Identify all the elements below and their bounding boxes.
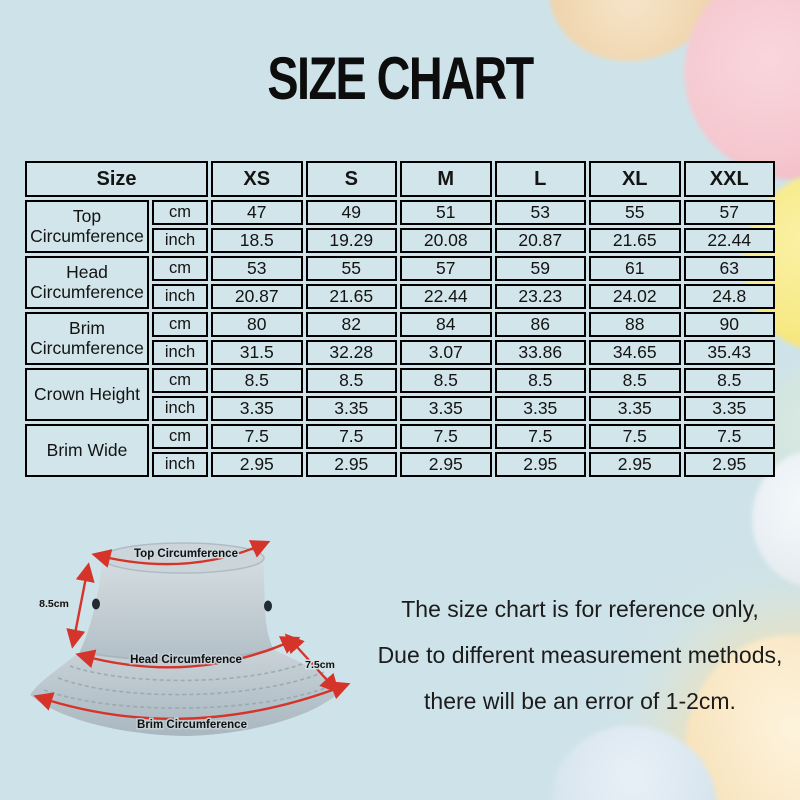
value-cell: 20.87 bbox=[495, 228, 587, 253]
unit-cell: inch bbox=[152, 228, 208, 253]
size-col-xxl: XXL bbox=[684, 161, 776, 197]
disclaimer-note bbox=[358, 586, 800, 724]
table-row bbox=[25, 200, 775, 225]
size-col-s: S bbox=[306, 161, 398, 197]
value-cell: 2.95 bbox=[589, 452, 681, 477]
table-row bbox=[25, 256, 775, 281]
value-cell: 3.35 bbox=[211, 396, 303, 421]
value-cell: 53 bbox=[211, 256, 303, 281]
value-cell: 35.43 bbox=[684, 340, 776, 365]
table-row bbox=[25, 424, 775, 449]
value-cell: 8.5 bbox=[306, 368, 398, 393]
value-cell: 34.65 bbox=[589, 340, 681, 365]
head-circumference-label: Head Circumference bbox=[130, 654, 242, 666]
value-cell: 21.65 bbox=[589, 228, 681, 253]
value-cell: 31.5 bbox=[211, 340, 303, 365]
unit-cell: cm bbox=[152, 256, 208, 281]
unit-cell: inch bbox=[152, 284, 208, 309]
table-header-row bbox=[25, 161, 775, 197]
value-cell: 8.5 bbox=[211, 368, 303, 393]
unit-cell: inch bbox=[152, 340, 208, 365]
value-cell: 3.35 bbox=[589, 396, 681, 421]
value-cell: 2.95 bbox=[684, 452, 776, 477]
unit-cell: cm bbox=[152, 200, 208, 225]
value-cell: 63 bbox=[684, 256, 776, 281]
value-cell: 7.5 bbox=[306, 424, 398, 449]
value-cell: 3.35 bbox=[400, 396, 492, 421]
value-cell: 59 bbox=[495, 256, 587, 281]
value-cell: 53 bbox=[495, 200, 587, 225]
value-cell: 2.95 bbox=[400, 452, 492, 477]
value-cell: 7.5 bbox=[400, 424, 492, 449]
row-label-top-circumference: Top Circumference bbox=[25, 200, 149, 253]
bucket-hat-illustration bbox=[10, 518, 362, 786]
value-cell: 61 bbox=[589, 256, 681, 281]
value-cell: 8.5 bbox=[495, 368, 587, 393]
unit-cell: cm bbox=[152, 424, 208, 449]
value-cell: 21.65 bbox=[306, 284, 398, 309]
value-cell: 80 bbox=[211, 312, 303, 337]
value-cell: 19.29 bbox=[306, 228, 398, 253]
value-cell: 57 bbox=[400, 256, 492, 281]
value-cell: 88 bbox=[589, 312, 681, 337]
top-circumference-label: Top Circumference bbox=[134, 548, 238, 560]
value-cell: 18.5 bbox=[211, 228, 303, 253]
disclaimer-line: there will be an error of 1-2cm. bbox=[424, 688, 736, 714]
disclaimer-line: Due to different measurement methods, bbox=[377, 642, 783, 668]
crown-height-label: 8.5cm bbox=[39, 598, 69, 610]
eyelet-right-icon bbox=[264, 601, 272, 612]
value-cell: 2.95 bbox=[495, 452, 587, 477]
value-cell: 3.35 bbox=[684, 396, 776, 421]
row-label-head-circumference: Head Circumference bbox=[25, 256, 149, 309]
value-cell: 84 bbox=[400, 312, 492, 337]
value-cell: 24.8 bbox=[684, 284, 776, 309]
value-cell: 7.5 bbox=[495, 424, 587, 449]
value-cell: 47 bbox=[211, 200, 303, 225]
size-col-xs: XS bbox=[211, 161, 303, 197]
value-cell: 22.44 bbox=[684, 228, 776, 253]
value-cell: 20.87 bbox=[211, 284, 303, 309]
unit-cell: inch bbox=[152, 452, 208, 477]
size-table bbox=[22, 158, 778, 480]
brim-circumference-label: Brim Circumference bbox=[137, 719, 247, 731]
unit-cell: inch bbox=[152, 396, 208, 421]
value-cell: 7.5 bbox=[684, 424, 776, 449]
value-cell: 8.5 bbox=[400, 368, 492, 393]
table-row bbox=[25, 312, 775, 337]
value-cell: 7.5 bbox=[589, 424, 681, 449]
value-cell: 57 bbox=[684, 200, 776, 225]
eyelet-left-icon bbox=[92, 599, 100, 610]
hat-crown bbox=[80, 560, 274, 661]
table-row bbox=[25, 368, 775, 393]
value-cell: 22.44 bbox=[400, 284, 492, 309]
value-cell: 49 bbox=[306, 200, 398, 225]
row-label-brim-circumference: Brim Circumference bbox=[25, 312, 149, 365]
value-cell: 55 bbox=[589, 200, 681, 225]
page-title: SIZE CHART bbox=[267, 45, 533, 112]
value-cell: 33.86 bbox=[495, 340, 587, 365]
brim-width-label: 7.5cm bbox=[305, 659, 335, 671]
disclaimer-line: The size chart is for reference only, bbox=[401, 596, 759, 622]
unit-cell: cm bbox=[152, 368, 208, 393]
value-cell: 23.23 bbox=[495, 284, 587, 309]
size-col-m: M bbox=[400, 161, 492, 197]
value-cell: 32.28 bbox=[306, 340, 398, 365]
value-cell: 90 bbox=[684, 312, 776, 337]
size-col-xl: XL bbox=[589, 161, 681, 197]
value-cell: 3.35 bbox=[306, 396, 398, 421]
unit-cell: cm bbox=[152, 312, 208, 337]
row-label-crown-height: Crown Height bbox=[25, 368, 149, 421]
bucket-hat-diagram bbox=[10, 518, 362, 791]
value-cell: 7.5 bbox=[211, 424, 303, 449]
value-cell: 51 bbox=[400, 200, 492, 225]
value-cell: 24.02 bbox=[589, 284, 681, 309]
size-header-cell: Size bbox=[25, 161, 208, 197]
value-cell: 8.5 bbox=[684, 368, 776, 393]
size-col-l: L bbox=[495, 161, 587, 197]
crown-height-arrow bbox=[73, 567, 88, 644]
value-cell: 2.95 bbox=[211, 452, 303, 477]
value-cell: 3.35 bbox=[495, 396, 587, 421]
value-cell: 2.95 bbox=[306, 452, 398, 477]
value-cell: 86 bbox=[495, 312, 587, 337]
value-cell: 55 bbox=[306, 256, 398, 281]
value-cell: 8.5 bbox=[589, 368, 681, 393]
value-cell: 82 bbox=[306, 312, 398, 337]
value-cell: 3.07 bbox=[400, 340, 492, 365]
value-cell: 20.08 bbox=[400, 228, 492, 253]
row-label-brim-wide: Brim Wide bbox=[25, 424, 149, 477]
